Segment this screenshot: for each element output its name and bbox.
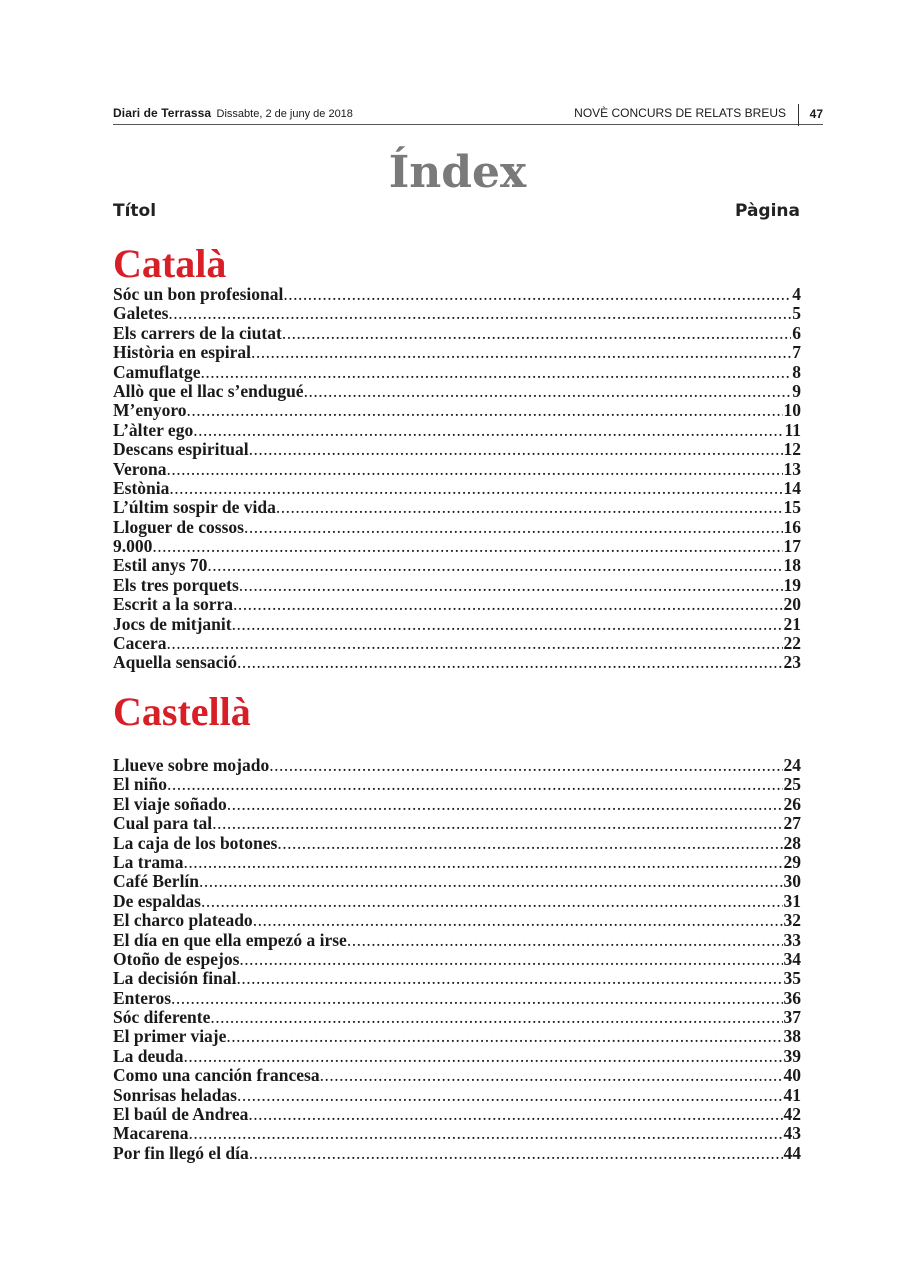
toc-entry-title: Galetes [113, 304, 169, 324]
toc-entry-page: 28 [783, 833, 801, 853]
toc-entry-title: L’àlter ego [113, 420, 194, 440]
toc-entry-page: 38 [783, 1027, 801, 1047]
toc-entry [113, 343, 801, 362]
toc-entry-page: 32 [783, 911, 801, 931]
toc-entry-page: 22 [783, 634, 801, 654]
dot-leader [320, 1066, 783, 1085]
toc-entry-title: Els tres porquets [113, 575, 239, 595]
toc-entry-title: Lloguer de cossos [113, 517, 244, 537]
toc-entry [113, 931, 801, 950]
toc-entry-page: 20 [783, 595, 801, 615]
toc-entry-title: L’últim sospir de vida [113, 498, 276, 518]
toc-entry [113, 969, 801, 988]
toc-entry-page: 6 [792, 323, 801, 343]
dot-leader [232, 615, 783, 634]
dot-leader [189, 1124, 783, 1143]
dot-leader [276, 498, 783, 517]
toc-entry [113, 440, 801, 459]
section-heading-catala: Català [113, 241, 227, 286]
toc-entry [113, 1144, 801, 1163]
page-number: 47 [809, 107, 823, 121]
dot-leader [251, 343, 791, 362]
dot-leader [269, 756, 782, 775]
toc-entry [113, 911, 801, 930]
toc-entry [113, 950, 801, 969]
page-header [113, 104, 823, 125]
toc-list-catala [113, 285, 801, 673]
toc-entry [113, 834, 801, 853]
toc-entry [113, 576, 801, 595]
toc-entry [113, 421, 801, 440]
toc-entry [113, 304, 801, 323]
toc-entry-title: M’enyoro [113, 401, 187, 421]
toc-entry-title: El baúl de Andrea [113, 1105, 249, 1125]
toc-entry-page: 42 [783, 1105, 801, 1125]
toc-entry [113, 537, 801, 556]
toc-entry-title: Camuflatge [113, 362, 201, 382]
toc-entry-title: Llueve sobre mojado [113, 756, 270, 775]
toc-entry [113, 498, 801, 517]
dot-leader [237, 1086, 783, 1105]
toc-entry-title: Sóc diferente [113, 1008, 211, 1028]
toc-entry [113, 479, 801, 498]
dot-leader [237, 969, 783, 988]
toc-entry-title: El día en que ella empezó a irse [113, 930, 347, 950]
toc-entry [113, 892, 801, 911]
toc-entry-page: 29 [783, 852, 801, 872]
dot-leader [168, 304, 791, 323]
toc-entry-title: Història en espiral [113, 343, 252, 363]
toc-entry-title: Sonrisas heladas [113, 1085, 237, 1105]
toc-entry-page: 30 [783, 872, 801, 892]
toc-entry [113, 401, 801, 420]
toc-entry-page: 11 [784, 420, 801, 440]
toc-entry-title: Café Berlín [113, 872, 200, 892]
toc-entry-page: 18 [783, 556, 801, 576]
toc-entry-page: 26 [783, 794, 801, 814]
dot-leader [199, 872, 782, 891]
toc-entry-title: El charco plateado [113, 911, 253, 931]
dot-leader [212, 814, 782, 833]
dot-leader [184, 1047, 783, 1066]
toc-entry-title: El niño [113, 775, 167, 795]
dot-leader [249, 1144, 783, 1163]
dot-leader [347, 931, 783, 950]
toc-entry-title: Els carrers de la ciutat [113, 323, 282, 343]
toc-entry [113, 1086, 801, 1105]
dot-leader [166, 460, 782, 479]
toc-entry-title: Verona [113, 459, 167, 479]
toc-entry-title: Descans espiritual [113, 440, 249, 460]
toc-entry-title: Cacera [113, 634, 167, 654]
toc-entry-page: 15 [783, 498, 801, 518]
dot-leader [166, 634, 782, 653]
publication-date: Dissabte, 2 de juny de 2018 [216, 108, 353, 120]
toc-entry-title: Sóc un bon profesional [113, 285, 284, 304]
toc-entry-page: 4 [792, 285, 801, 304]
toc-entry-page: 44 [783, 1143, 801, 1163]
newspaper-name: Diari de Terrassa [113, 106, 212, 120]
dot-leader [239, 950, 782, 969]
dot-leader [233, 595, 782, 614]
toc-entry-page: 7 [792, 343, 801, 363]
toc-entry [113, 285, 801, 304]
dot-leader [282, 324, 791, 343]
toc-entry-title: Cual para tal [113, 814, 213, 834]
toc-entry-title: Estil anys 70 [113, 556, 208, 576]
toc-entry [113, 853, 801, 872]
toc-entry-title: La caja de los botones [113, 833, 278, 853]
toc-entry [113, 518, 801, 537]
dot-leader [187, 401, 783, 420]
toc-entry [113, 1124, 801, 1143]
toc-entry-page: 35 [783, 969, 801, 989]
dot-leader [152, 537, 782, 556]
toc-entry-title: Macarena [113, 1124, 189, 1144]
dot-leader [200, 363, 791, 382]
toc-entry [113, 775, 801, 794]
toc-entry-title: 9.000 [113, 537, 153, 557]
toc-entry [113, 756, 801, 775]
toc-entry-page: 14 [783, 478, 801, 498]
toc-entry-title: Estònia [113, 478, 170, 498]
toc-entry-title: La trama [113, 852, 184, 872]
toc-entry-page: 43 [783, 1124, 801, 1144]
toc-entry-page: 31 [783, 891, 801, 911]
toc-entry [113, 460, 801, 479]
dot-leader [237, 653, 783, 672]
toc-entry-page: 9 [792, 381, 801, 401]
dot-leader [171, 989, 782, 1008]
toc-entry-page: 34 [783, 949, 801, 969]
toc-entry [113, 382, 801, 401]
dot-leader [183, 853, 782, 872]
toc-entry [113, 363, 801, 382]
section-name: NOVÈ CONCURS DE RELATS BREUS [574, 106, 786, 120]
dot-leader [244, 518, 783, 537]
dot-leader [249, 440, 783, 459]
toc-entry-title: Escrit a la sorra [113, 595, 234, 615]
dot-leader [210, 1008, 782, 1027]
toc-entry [113, 1047, 801, 1066]
toc-entry-page: 25 [783, 775, 801, 795]
toc-entry [113, 1008, 801, 1027]
toc-entry-title: Jocs de mitjanit [113, 614, 232, 634]
toc-entry-page: 21 [783, 614, 801, 634]
toc-entry-title: Enteros [113, 988, 172, 1008]
toc-entry [113, 595, 801, 614]
dot-leader [201, 892, 783, 911]
toc-entry-page: 8 [792, 362, 801, 382]
toc-entry-title: Otoño de espejos [113, 949, 240, 969]
toc-entry-page: 37 [783, 1008, 801, 1028]
toc-entry [113, 653, 801, 672]
toc-entry-title: El primer viaje [113, 1027, 227, 1047]
toc-entry [113, 324, 801, 343]
toc-entry-title: La decisión final [113, 969, 237, 989]
dot-leader [207, 556, 782, 575]
page-title: Índex [388, 147, 527, 198]
toc-entry-page: 24 [783, 756, 801, 775]
toc-entry-title: Aquella sensació [113, 653, 237, 673]
toc-entry-page: 17 [783, 537, 801, 557]
toc-entry-page: 16 [783, 517, 801, 537]
toc-entry-page: 27 [783, 814, 801, 834]
toc-entry-page: 41 [783, 1085, 801, 1105]
toc-entry [113, 795, 801, 814]
toc-entry-page: 10 [783, 401, 801, 421]
toc-entry-title: El viaje soñado [113, 794, 227, 814]
toc-entry [113, 556, 801, 575]
dot-leader [227, 795, 783, 814]
section-heading-castella: Castellà [113, 689, 251, 734]
toc-entry-page: 5 [792, 304, 801, 324]
toc-entry-title: Allò que el llac s’endugué [113, 381, 304, 401]
toc-entry [113, 814, 801, 833]
toc-entry-title: Por fin llegó el día [113, 1143, 249, 1163]
toc-entry [113, 1105, 801, 1124]
dot-leader [226, 1027, 782, 1046]
toc-list-castella [113, 756, 801, 1163]
toc-entry [113, 989, 801, 1008]
dot-leader [277, 834, 782, 853]
toc-entry [113, 634, 801, 653]
toc-entry-page: 36 [783, 988, 801, 1008]
toc-entry-title: La deuda [113, 1046, 184, 1066]
toc-entry [113, 872, 801, 891]
column-header-page: Pàgina [734, 201, 800, 221]
header-left [113, 106, 353, 120]
toc-entry-page: 40 [783, 1066, 801, 1086]
toc-entry-page: 39 [783, 1046, 801, 1066]
dot-leader [248, 1105, 782, 1124]
dot-leader [253, 911, 783, 930]
dot-leader [304, 382, 792, 401]
dot-leader [167, 775, 783, 794]
header-divider [798, 104, 799, 126]
toc-entry-page: 33 [783, 930, 801, 950]
toc-entry [113, 615, 801, 634]
toc-entry-page: 23 [783, 653, 801, 673]
dot-leader [239, 576, 783, 595]
toc-entry [113, 1066, 801, 1085]
toc-entry-page: 19 [783, 575, 801, 595]
toc-entry-page: 12 [783, 440, 801, 460]
column-header-title: Títol [113, 201, 157, 221]
dot-leader [283, 285, 791, 304]
dot-leader [193, 421, 783, 440]
toc-entry-page: 13 [783, 459, 801, 479]
toc-entry-title: De espaldas [113, 891, 201, 911]
toc-entry [113, 1027, 801, 1046]
dot-leader [169, 479, 782, 498]
toc-entry-title: Como una canción francesa [113, 1066, 320, 1086]
